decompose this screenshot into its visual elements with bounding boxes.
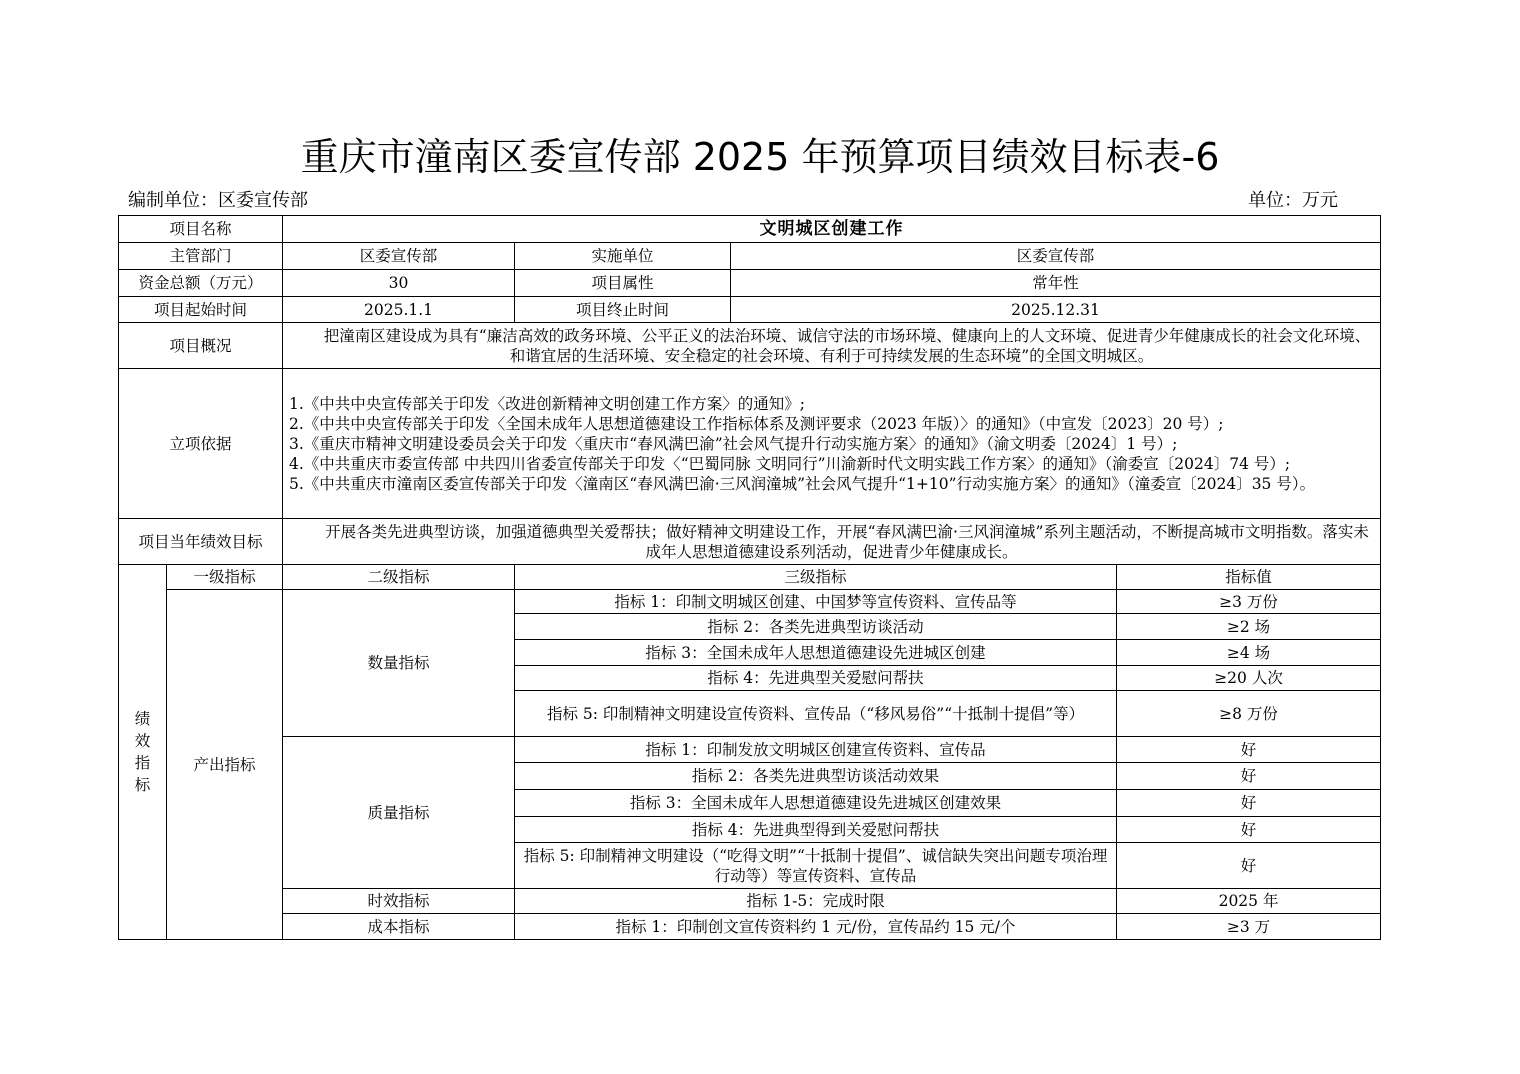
end-value: 2025.12.31 (731, 297, 1381, 323)
indicator-value: ≥8 万份 (1117, 691, 1381, 737)
indicator-value: 好 (1117, 737, 1381, 763)
project-name-label: 项目名称 (119, 216, 283, 243)
col-l2: 二级指标 (283, 565, 515, 590)
indicator-name: 指标 4：先进典型得到关爱慰问帮扶 (515, 817, 1117, 843)
goal-text: 开展各类先进典型访谈，加强道德典型关爱帮扶；做好精神文明建设工作，开展“春风满巴渝·三风润潼城”系列主题活动，不断提高城市文明指数。落实未成年人思想道德建设系列活动，促进青少年健康成长。 (283, 519, 1381, 565)
end-label: 项目终止时间 (515, 297, 731, 323)
basis-item: 5.《中共重庆市潼南区委宣传部关于印发〈潼南区“春风满巴渝·三风润潼城”社会风气提升“1+10”行动实施方案〉的通知》（潼委宣〔2024〕35 号）。 (289, 474, 1316, 493)
indicator-name: 指标 5: 印制精神文明建设宣传资料、宣传品（“移风易俗”“十抵制十提倡”等） (515, 691, 1117, 737)
overview-label: 项目概况 (119, 323, 283, 369)
indicator-name: 指标 1-5：完成时限 (515, 889, 1117, 914)
perf-label: 绩效指标 (119, 565, 167, 940)
indicator-name: 指标 3：全国未成年人思想道德建设先进城区创建 (515, 640, 1117, 666)
page-title: 重庆市潼南区委宣传部 2025 年预算项目绩效目标表-6 (300, 135, 1220, 179)
indicator-value: 好 (1117, 763, 1381, 790)
cost-label: 成本指标 (283, 914, 515, 940)
start-value: 2025.1.1 (283, 297, 515, 323)
l1-output: 产出指标 (167, 590, 283, 940)
attr-label: 项目属性 (515, 270, 731, 297)
indicator-value: ≥3 万份 (1117, 590, 1381, 614)
basis-item: 1.《中共中央宣传部关于印发〈改进创新精神文明创建工作方案〉的通知》; (289, 394, 806, 413)
attr-value: 常年性 (731, 270, 1381, 297)
basis-item: 3.《重庆市精神文明建设委员会关于印发〈重庆市“春风满巴渝”社会风气提升行动实施方案〉的通知》（渝文明委〔2024〕1 号）; (289, 434, 1178, 453)
indicator-value: ≥2 场 (1117, 614, 1381, 640)
indicator-value: 2025 年 (1117, 889, 1381, 914)
col-l3: 三级指标 (515, 565, 1117, 590)
indicator-value: ≥4 场 (1117, 640, 1381, 666)
quantity-label: 数量指标 (283, 590, 515, 737)
col-l1: 一级指标 (167, 565, 283, 590)
goal-label: 项目当年绩效目标 (119, 519, 283, 565)
basis-item: 2.《中共中央宣传部关于印发〈全国未成年人思想道德建设工作指标体系及测评要求（2023 年版）〉的通知》（中宣发〔2023〕20 号）; (289, 414, 1224, 433)
dept-label: 主管部门 (119, 243, 283, 270)
impl-value: 区委宣传部 (731, 243, 1381, 270)
indicator-name: 指标 5: 印制精神文明建设（“吃得文明”“十抵制十提倡”、诚信缺失突出问题专项治理行动等）等宣传资料、宣传品 (515, 843, 1117, 889)
dept-value: 区委宣传部 (283, 243, 515, 270)
basis-item: 4.《中共重庆市委宣传部 中共四川省委宣传部关于印发〈“巴蜀同脉 文明同行”川渝新时代文明实践工作方案〉的通知》（渝委宣〔2024〕74 号）; (289, 454, 1291, 473)
indicator-name: 指标 1：印制发放文明城区创建宣传资料、宣传品 (515, 737, 1117, 763)
currency-unit: 单位：万元 (1248, 190, 1338, 211)
indicator-value: 好 (1117, 790, 1381, 817)
fund-value: 30 (283, 270, 515, 297)
basis-list (283, 369, 1381, 519)
compiling-unit: 编制单位：区委宣传部 (128, 190, 308, 211)
indicator-name: 指标 1：印制创文宣传资料约 1 元/份，宣传品约 15 元/个 (515, 914, 1117, 940)
performance-table (118, 215, 1381, 940)
indicator-name: 指标 2：各类先进典型访谈活动效果 (515, 763, 1117, 790)
indicator-name: 指标 4：先进典型关爱慰问帮扶 (515, 666, 1117, 691)
project-name: 文明城区创建工作 (283, 216, 1381, 243)
quality-label: 质量指标 (283, 737, 515, 889)
fund-label: 资金总额（万元） (119, 270, 283, 297)
indicator-value: 好 (1117, 843, 1381, 889)
indicator-name: 指标 3：全国未成年人思想道德建设先进城区创建效果 (515, 790, 1117, 817)
indicator-value: ≥20 人次 (1117, 666, 1381, 691)
indicator-value: 好 (1117, 817, 1381, 843)
indicator-name: 指标 2：各类先进典型访谈活动 (515, 614, 1117, 640)
start-label: 项目起始时间 (119, 297, 283, 323)
timeliness-label: 时效指标 (283, 889, 515, 914)
impl-label: 实施单位 (515, 243, 731, 270)
col-value: 指标值 (1117, 565, 1381, 590)
basis-label: 立项依据 (119, 369, 283, 519)
indicator-name: 指标 1：印制文明城区创建、中国梦等宣传资料、宣传品等 (515, 590, 1117, 614)
indicator-value: ≥3 万 (1117, 914, 1381, 940)
overview-text: 把潼南区建设成为具有“廉洁高效的政务环境、公平正义的法治环境、诚信守法的市场环境、健康向上的人文环境、促进青少年健康成长的社会文化环境、和谐宜居的生活环境、安全稳定的社会环境、有利于可持续发展的生态环境”的全国文明城区。 (283, 323, 1381, 369)
